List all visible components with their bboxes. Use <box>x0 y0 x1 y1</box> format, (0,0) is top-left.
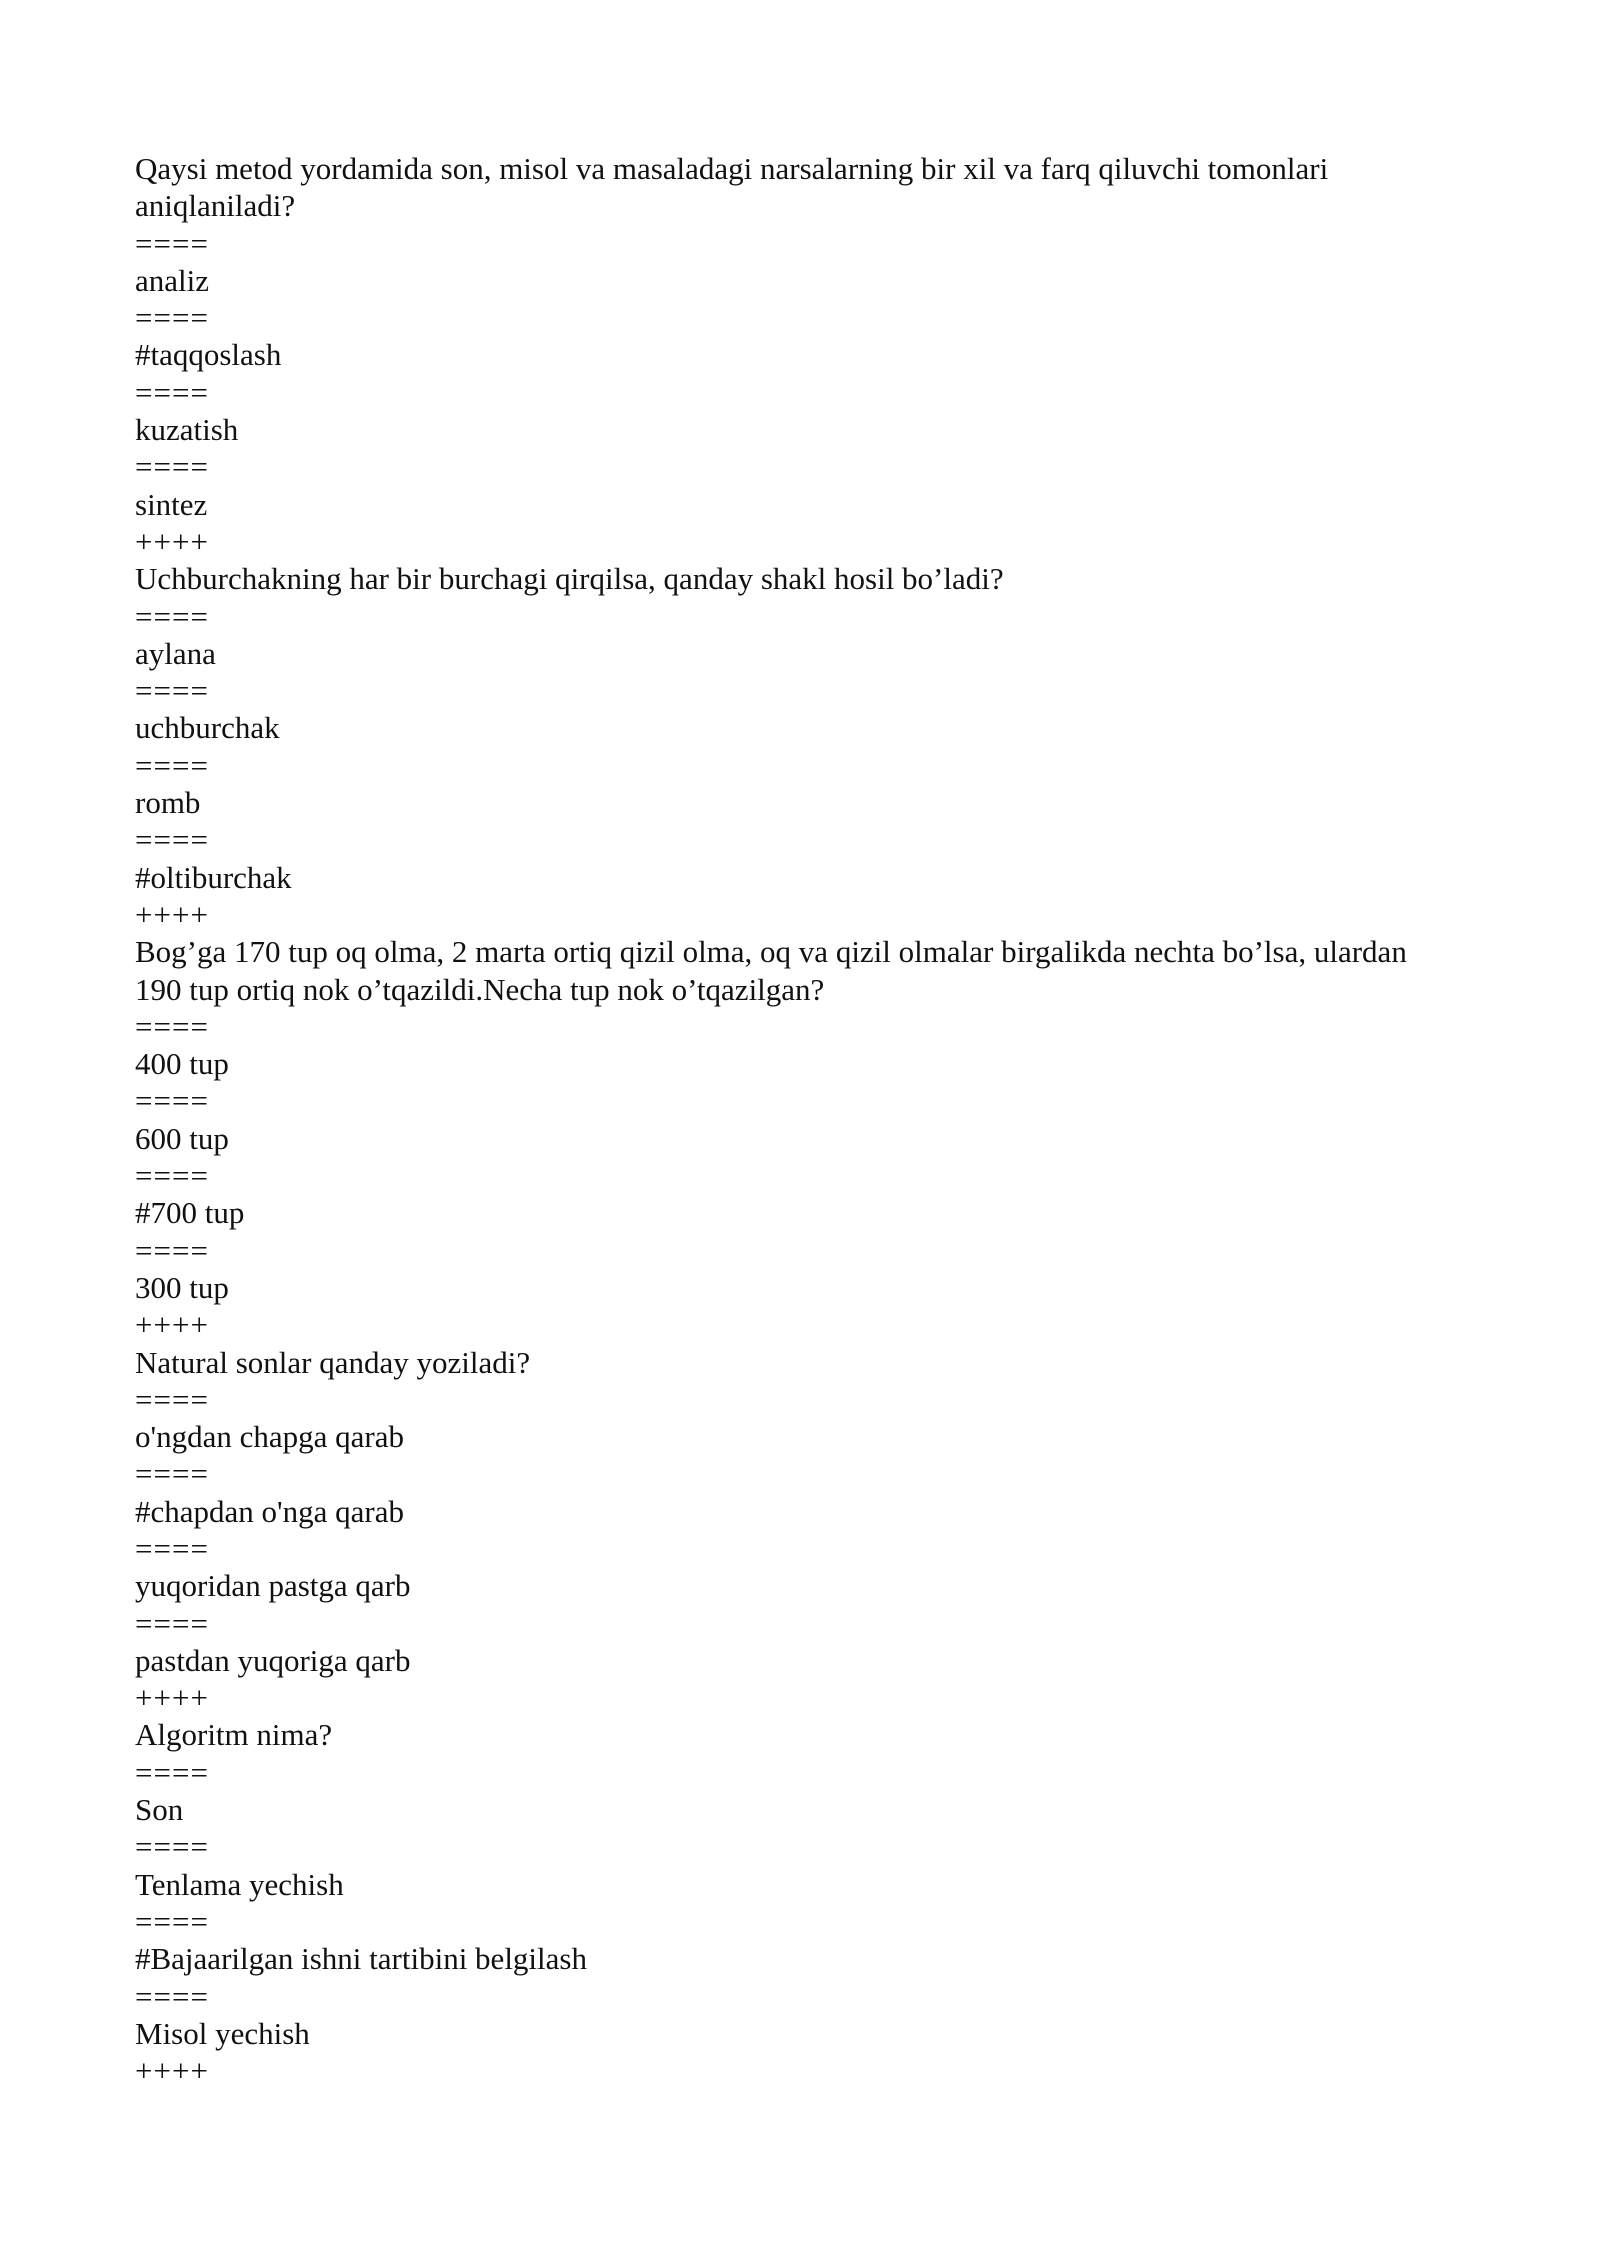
text-line: 600 tup <box>135 1120 229 1156</box>
option-separator: ==== <box>135 1008 209 1044</box>
text-line: romb <box>135 785 201 821</box>
text-line: Algoritm nima? <box>135 1717 333 1753</box>
correct-answer-line: #taqqoslash <box>135 337 282 373</box>
option-separator: ==== <box>135 1829 209 1865</box>
correct-answer-line: #Bajaarilgan ishni tartibini belgilash <box>135 1941 587 1977</box>
question-separator: ++++ <box>135 1307 209 1343</box>
correct-answer-line: #oltiburchak <box>135 859 292 895</box>
option-separator: ==== <box>135 1530 209 1566</box>
option-separator: ==== <box>135 1083 209 1119</box>
text-line: Son <box>135 1792 184 1828</box>
text-line: o'ngdan chapga qarab <box>135 1419 404 1455</box>
text-line: 190 tup ortiq nok o’tqazildi.Necha tup nok o’tqazilgan? <box>135 971 825 1007</box>
question-separator: ++++ <box>135 896 209 932</box>
text-line: uchburchak <box>135 710 280 746</box>
text-line: 400 tup <box>135 1046 229 1082</box>
question-separator: ++++ <box>135 523 209 559</box>
option-separator: ==== <box>135 449 209 485</box>
option-separator: ==== <box>135 1754 209 1790</box>
option-separator: ==== <box>135 225 209 261</box>
option-separator: ==== <box>135 1158 209 1194</box>
option-separator: ==== <box>135 1232 209 1268</box>
text-line: pastdan yuqoriga qarb <box>135 1642 411 1678</box>
text-line: Misol yechish <box>135 2015 310 2051</box>
option-separator: ==== <box>135 673 209 709</box>
option-separator: ==== <box>135 1978 209 2014</box>
option-separator: ==== <box>135 1903 209 1939</box>
option-separator: ==== <box>135 822 209 858</box>
text-line: aniqlaniladi? <box>135 188 296 224</box>
text-line: aylana <box>135 635 216 671</box>
text-line: analiz <box>135 262 210 298</box>
text-line: Qaysi metod yordamida son, misol va masaladagi narsalarning bir xil va farq qiluvchi tomonlari <box>135 151 1329 186</box>
correct-answer-line: #700 tup <box>135 1195 245 1231</box>
question-separator: ++++ <box>135 1680 209 1716</box>
text-line: 300 tup <box>135 1269 229 1305</box>
question-separator: ++++ <box>135 2053 209 2089</box>
text-line: Tenlama yechish <box>135 1866 344 1902</box>
text-line: yuqoridan pastga qarb <box>135 1568 411 1604</box>
text-line: Bog’ga 170 tup oq olma, 2 marta ortiq qizil olma, oq va qizil olmalar birgalikda nechta bo’lsa, ulardan <box>135 934 1407 970</box>
option-separator: ==== <box>135 374 209 410</box>
document-body <box>135 150 1515 2089</box>
text-line: Natural sonlar qanday yoziladi? <box>135 1344 531 1380</box>
correct-answer-line: #chapdan o'nga qarab <box>135 1493 404 1529</box>
option-separator: ==== <box>135 1456 209 1492</box>
option-separator: ==== <box>135 1605 209 1641</box>
option-separator: ==== <box>135 598 209 634</box>
text-line: kuzatish <box>135 412 239 448</box>
text-line: sintez <box>135 486 208 522</box>
option-separator: ==== <box>135 300 209 336</box>
option-separator: ==== <box>135 1381 209 1417</box>
option-separator: ==== <box>135 747 209 783</box>
text-line: Uchburchakning har bir burchagi qirqilsa, qanday shakl hosil bo’ladi? <box>135 561 1004 597</box>
